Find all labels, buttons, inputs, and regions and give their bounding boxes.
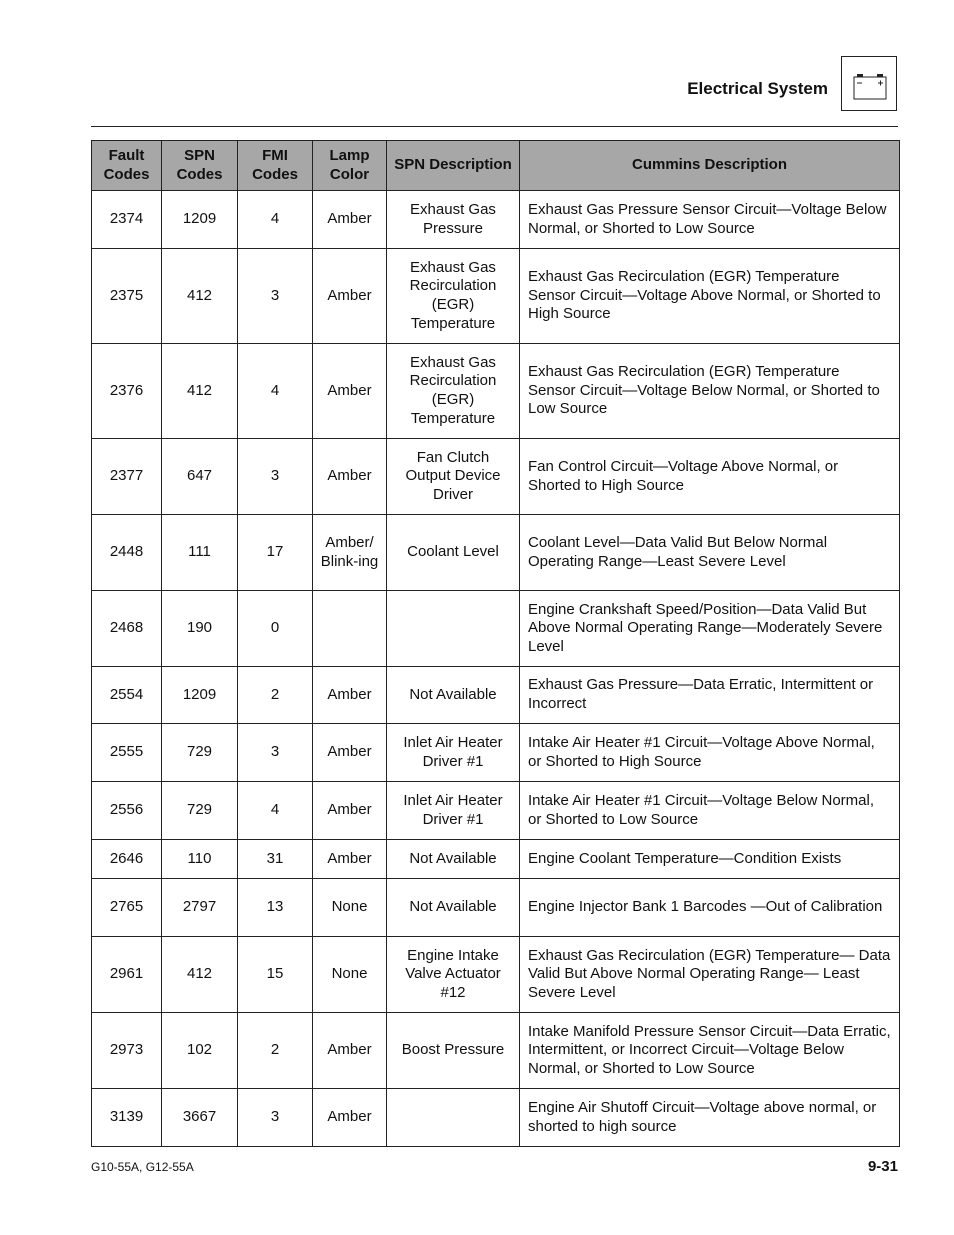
spn-code-cell: 412 <box>162 344 238 439</box>
lamp-color-cell <box>313 591 387 667</box>
column-header-cummins-description: Cummins Description <box>520 141 900 191</box>
fault-code-cell: 2376 <box>92 344 162 439</box>
fault-code-cell: 2555 <box>92 724 162 782</box>
spn-description-cell <box>387 1089 520 1147</box>
spn-description-cell: Inlet Air Heater Driver #1 <box>387 724 520 782</box>
lamp-color-cell: Amber <box>313 782 387 840</box>
fmi-code-cell: 4 <box>238 191 313 249</box>
spn-code-cell: 1209 <box>162 191 238 249</box>
cummins-description-cell: Intake Air Heater #1 Circuit—Voltage Above Normal, or Shorted to High Source <box>520 724 900 782</box>
fault-code-cell: 2556 <box>92 782 162 840</box>
column-header-lamp-color: Lamp Color <box>313 141 387 191</box>
spn-description-cell: Boost Pressure <box>387 1013 520 1089</box>
fault-code-cell: 2554 <box>92 667 162 724</box>
spn-description-cell: Fan Clutch Output Device Driver <box>387 439 520 515</box>
fault-code-cell: 3139 <box>92 1089 162 1147</box>
cummins-description-cell: Intake Air Heater #1 Circuit—Voltage Below Normal, or Shorted to Low Source <box>520 782 900 840</box>
table-row <box>92 249 900 344</box>
lamp-color-cell: Amber <box>313 439 387 515</box>
fault-code-cell: 2961 <box>92 937 162 1013</box>
cummins-description-cell: Engine Crankshaft Speed/Position—Data Valid But Above Normal Operating Range—Moderately Severe Level <box>520 591 900 667</box>
spn-code-cell: 190 <box>162 591 238 667</box>
lamp-color-cell: Amber/ Blink-ing <box>313 515 387 591</box>
column-header-spn-description: SPN Description <box>387 141 520 191</box>
fmi-code-cell: 4 <box>238 344 313 439</box>
spn-description-cell: Exhaust Gas Recirculation (EGR) Temperature <box>387 344 520 439</box>
table-row <box>92 724 900 782</box>
fmi-code-cell: 3 <box>238 1089 313 1147</box>
spn-description-cell: Inlet Air Heater Driver #1 <box>387 782 520 840</box>
header-divider <box>91 126 898 127</box>
cummins-description-cell: Exhaust Gas Pressure—Data Erratic, Intermittent or Incorrect <box>520 667 900 724</box>
spn-description-cell: Coolant Level <box>387 515 520 591</box>
table-row <box>92 667 900 724</box>
cummins-description-cell: Exhaust Gas Recirculation (EGR) Temperature— Data Valid But Above Normal Operating Range— Least Severe Level <box>520 937 900 1013</box>
table-header-row <box>92 141 900 191</box>
spn-description-cell: Not Available <box>387 840 520 879</box>
spn-code-cell: 110 <box>162 840 238 879</box>
fmi-code-cell: 2 <box>238 1013 313 1089</box>
table-row <box>92 840 900 879</box>
cummins-description-cell: Engine Air Shutoff Circuit—Voltage above normal, or shorted to high source <box>520 1089 900 1147</box>
cummins-description-cell: Fan Control Circuit—Voltage Above Normal, or Shorted to High Source <box>520 439 900 515</box>
spn-code-cell: 3667 <box>162 1089 238 1147</box>
lamp-color-cell: Amber <box>313 667 387 724</box>
battery-icon <box>841 56 897 111</box>
table-row <box>92 191 900 249</box>
fmi-code-cell: 15 <box>238 937 313 1013</box>
cummins-description-cell: Exhaust Gas Recirculation (EGR) Temperature Sensor Circuit—Voltage Below Normal, or Shorted to Low Source <box>520 344 900 439</box>
table-row <box>92 439 900 515</box>
lamp-color-cell: None <box>313 879 387 937</box>
table-row <box>92 1089 900 1147</box>
spn-code-cell: 729 <box>162 724 238 782</box>
lamp-color-cell: Amber <box>313 1013 387 1089</box>
spn-code-cell: 412 <box>162 937 238 1013</box>
table-row <box>92 344 900 439</box>
fault-code-cell: 2468 <box>92 591 162 667</box>
column-header-spn-codes: SPN Codes <box>162 141 238 191</box>
fmi-code-cell: 3 <box>238 249 313 344</box>
table-row <box>92 515 900 591</box>
footer-model-numbers: G10-55A, G12-55A <box>91 1160 194 1174</box>
spn-code-cell: 102 <box>162 1013 238 1089</box>
spn-code-cell: 111 <box>162 515 238 591</box>
lamp-color-cell: Amber <box>313 1089 387 1147</box>
fmi-code-cell: 17 <box>238 515 313 591</box>
spn-code-cell: 729 <box>162 782 238 840</box>
cummins-description-cell: Exhaust Gas Pressure Sensor Circuit—Voltage Below Normal, or Shorted to Low Source <box>520 191 900 249</box>
fmi-code-cell: 0 <box>238 591 313 667</box>
spn-code-cell: 647 <box>162 439 238 515</box>
column-header-fault-codes: Fault Codes <box>92 141 162 191</box>
table-row <box>92 879 900 937</box>
table-row <box>92 591 900 667</box>
fault-code-cell: 2374 <box>92 191 162 249</box>
spn-description-cell: Not Available <box>387 667 520 724</box>
lamp-color-cell: Amber <box>313 724 387 782</box>
fmi-code-cell: 2 <box>238 667 313 724</box>
cummins-description-cell: Intake Manifold Pressure Sensor Circuit—Data Erratic, Intermittent, or Incorrect Circuit—Voltage Below Normal, or Shorted to Low Source <box>520 1013 900 1089</box>
spn-description-cell: Engine Intake Valve Actuator #12 <box>387 937 520 1013</box>
cummins-description-cell: Coolant Level—Data Valid But Below Normal Operating Range—Least Severe Level <box>520 515 900 591</box>
fault-code-cell: 2375 <box>92 249 162 344</box>
table-row <box>92 1013 900 1089</box>
lamp-color-cell: Amber <box>313 191 387 249</box>
fmi-code-cell: 3 <box>238 439 313 515</box>
column-header-fmi-codes: FMI Codes <box>238 141 313 191</box>
fmi-code-cell: 31 <box>238 840 313 879</box>
fault-code-cell: 2377 <box>92 439 162 515</box>
lamp-color-cell: Amber <box>313 249 387 344</box>
section-title: Electrical System <box>687 79 828 98</box>
fmi-code-cell: 3 <box>238 724 313 782</box>
lamp-color-cell: Amber <box>313 840 387 879</box>
spn-code-cell: 2797 <box>162 879 238 937</box>
fault-code-table <box>91 140 900 1147</box>
page-number: 9-31 <box>867 1158 898 1175</box>
spn-description-cell: Exhaust Gas Recirculation (EGR) Temperature <box>387 249 520 344</box>
table-row <box>92 782 900 840</box>
fault-code-cell: 2765 <box>92 879 162 937</box>
spn-description-cell <box>387 591 520 667</box>
spn-description-cell: Not Available <box>387 879 520 937</box>
fmi-code-cell: 4 <box>238 782 313 840</box>
lamp-color-cell: Amber <box>313 344 387 439</box>
fmi-code-cell: 13 <box>238 879 313 937</box>
fault-code-cell: 2646 <box>92 840 162 879</box>
cummins-description-cell: Exhaust Gas Recirculation (EGR) Temperature Sensor Circuit—Voltage Above Normal, or Shorted to High Source <box>520 249 900 344</box>
spn-code-cell: 1209 <box>162 667 238 724</box>
fault-code-cell: 2448 <box>92 515 162 591</box>
lamp-color-cell: None <box>313 937 387 1013</box>
spn-code-cell: 412 <box>162 249 238 344</box>
spn-description-cell: Exhaust Gas Pressure <box>387 191 520 249</box>
cummins-description-cell: Engine Injector Bank 1 Barcodes —Out of Calibration <box>520 879 900 937</box>
cummins-description-cell: Engine Coolant Temperature—Condition Exists <box>520 840 900 879</box>
table-row <box>92 937 900 1013</box>
fault-code-cell: 2973 <box>92 1013 162 1089</box>
